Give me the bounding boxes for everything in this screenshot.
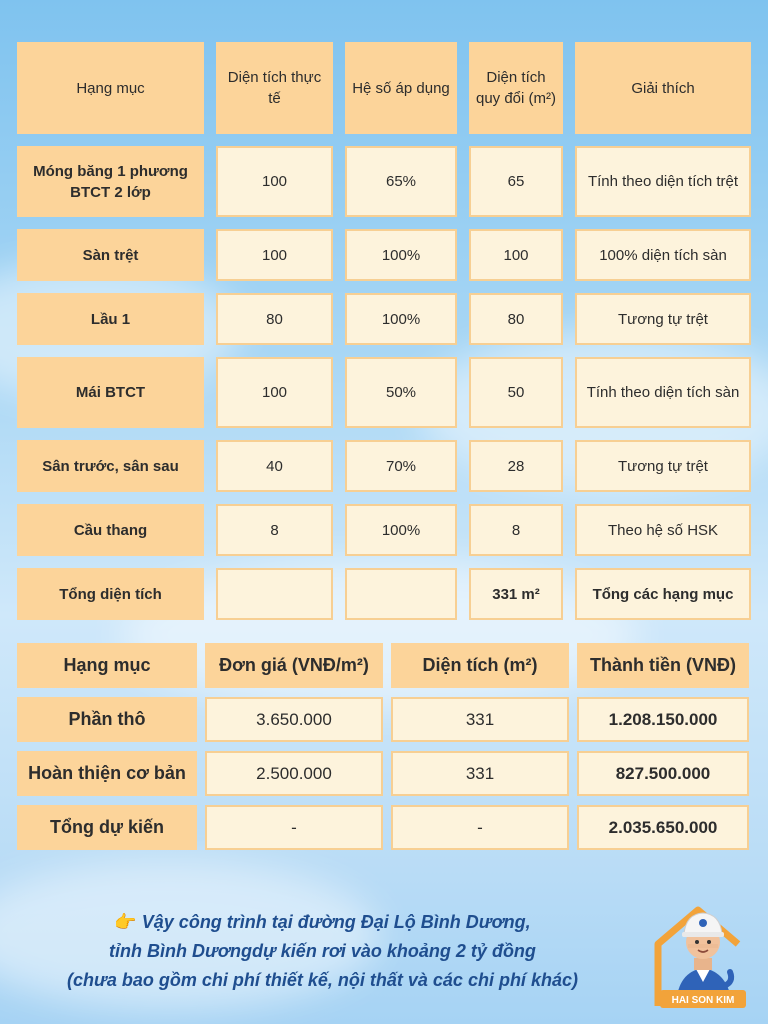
table-cell xyxy=(216,568,333,620)
table-cell: 50 xyxy=(469,357,563,428)
row-label: Sàn trệt xyxy=(17,229,204,281)
table-cell xyxy=(345,568,457,620)
table-cell: 80 xyxy=(469,293,563,345)
table-cell: 80 xyxy=(216,293,333,345)
table-cell: Tương tự trệt xyxy=(575,293,751,345)
header-cell: Diện tích thực tế xyxy=(216,42,333,134)
table-cell: 70% xyxy=(345,440,457,492)
header-cell: Giải thích xyxy=(575,42,751,134)
header-cell: Diện tích (m²) xyxy=(391,643,569,688)
row-label: Mái BTCT xyxy=(17,357,204,428)
row-label: Hoàn thiện cơ bản xyxy=(17,751,197,796)
table-row xyxy=(17,697,751,742)
cost-estimate-table xyxy=(17,643,751,859)
table-cell: 100% xyxy=(345,293,457,345)
table-cell: 8 xyxy=(216,504,333,556)
row-label: Sân trước, sân sau xyxy=(17,440,204,492)
total-amount: 2.035.650.000 xyxy=(577,805,749,850)
amount-cell: 827.500.000 xyxy=(577,751,749,796)
total-row xyxy=(17,568,751,620)
summary-note xyxy=(20,908,625,995)
table-cell: 100 xyxy=(469,229,563,281)
table-cell: 3.650.000 xyxy=(205,697,383,742)
table-row xyxy=(17,357,751,428)
pointing-hand-icon: 👉 xyxy=(114,912,137,932)
table-cell: 2.500.000 xyxy=(205,751,383,796)
table-header-row xyxy=(17,42,751,134)
table-row xyxy=(17,293,751,345)
brand-logo xyxy=(648,886,758,1014)
table-row xyxy=(17,229,751,281)
row-label: Cầu thang xyxy=(17,504,204,556)
total-description: Tổng các hạng mục xyxy=(575,568,751,620)
logo-text: HAI SON KIM xyxy=(671,995,735,1006)
table-cell: Tính theo diện tích sàn xyxy=(575,357,751,428)
table-cell: Theo hệ số HSK xyxy=(575,504,751,556)
table-cell: 331 xyxy=(391,751,569,796)
note-line-2: tỉnh Bình Dươngdự kiến rơi vào khoảng 2 tỷ đồng xyxy=(109,941,536,961)
table-cell: 65 xyxy=(469,146,563,217)
table-cell: 100 xyxy=(216,357,333,428)
total-area-value: 331 m² xyxy=(469,568,563,620)
header-cell: Thành tiền (VNĐ) xyxy=(577,643,749,688)
table-row xyxy=(17,440,751,492)
header-cell: Hệ số áp dụng xyxy=(345,42,457,134)
row-label: Phần thô xyxy=(17,697,197,742)
worker-mascot-icon xyxy=(648,886,758,1014)
table-cell: 65% xyxy=(345,146,457,217)
table-row xyxy=(17,504,751,556)
note-line-1: Vậy công trình tại đường Đại Lộ Bình Dương, xyxy=(141,912,531,932)
table-cell: Tương tự trệt xyxy=(575,440,751,492)
table-cell: 28 xyxy=(469,440,563,492)
table-cell: 100 xyxy=(216,229,333,281)
header-cell: Đơn giá (VNĐ/m²) xyxy=(205,643,383,688)
row-label: Móng băng 1 phương BTCT 2 lớp xyxy=(17,146,204,217)
row-label: Lầu 1 xyxy=(17,293,204,345)
area-conversion-table xyxy=(17,42,751,632)
table-cell: 331 xyxy=(391,697,569,742)
table-cell: - xyxy=(205,805,383,850)
table-row xyxy=(17,146,751,217)
header-cell: Diện tích quy đổi (m²) xyxy=(469,42,563,134)
table-cell: 40 xyxy=(216,440,333,492)
table-cell: 100% xyxy=(345,229,457,281)
table-cell: 50% xyxy=(345,357,457,428)
total-row xyxy=(17,805,751,850)
table-cell: 100 xyxy=(216,146,333,217)
row-label: Tổng diện tích xyxy=(17,568,204,620)
table-cell: Tính theo diện tích trệt xyxy=(575,146,751,217)
row-label: Tổng dự kiến xyxy=(17,805,197,850)
table-cell: 8 xyxy=(469,504,563,556)
table-cell: 100% xyxy=(345,504,457,556)
amount-cell: 1.208.150.000 xyxy=(577,697,749,742)
header-cell: Hạng mục xyxy=(17,42,204,134)
note-line-3: (chưa bao gồm chi phí thiết kế, nội thất và các chi phí khác) xyxy=(67,970,578,990)
table-header-row xyxy=(17,643,751,688)
header-cell: Hạng mục xyxy=(17,643,197,688)
table-cell: 100% diện tích sàn xyxy=(575,229,751,281)
table-cell: - xyxy=(391,805,569,850)
table-row xyxy=(17,751,751,796)
